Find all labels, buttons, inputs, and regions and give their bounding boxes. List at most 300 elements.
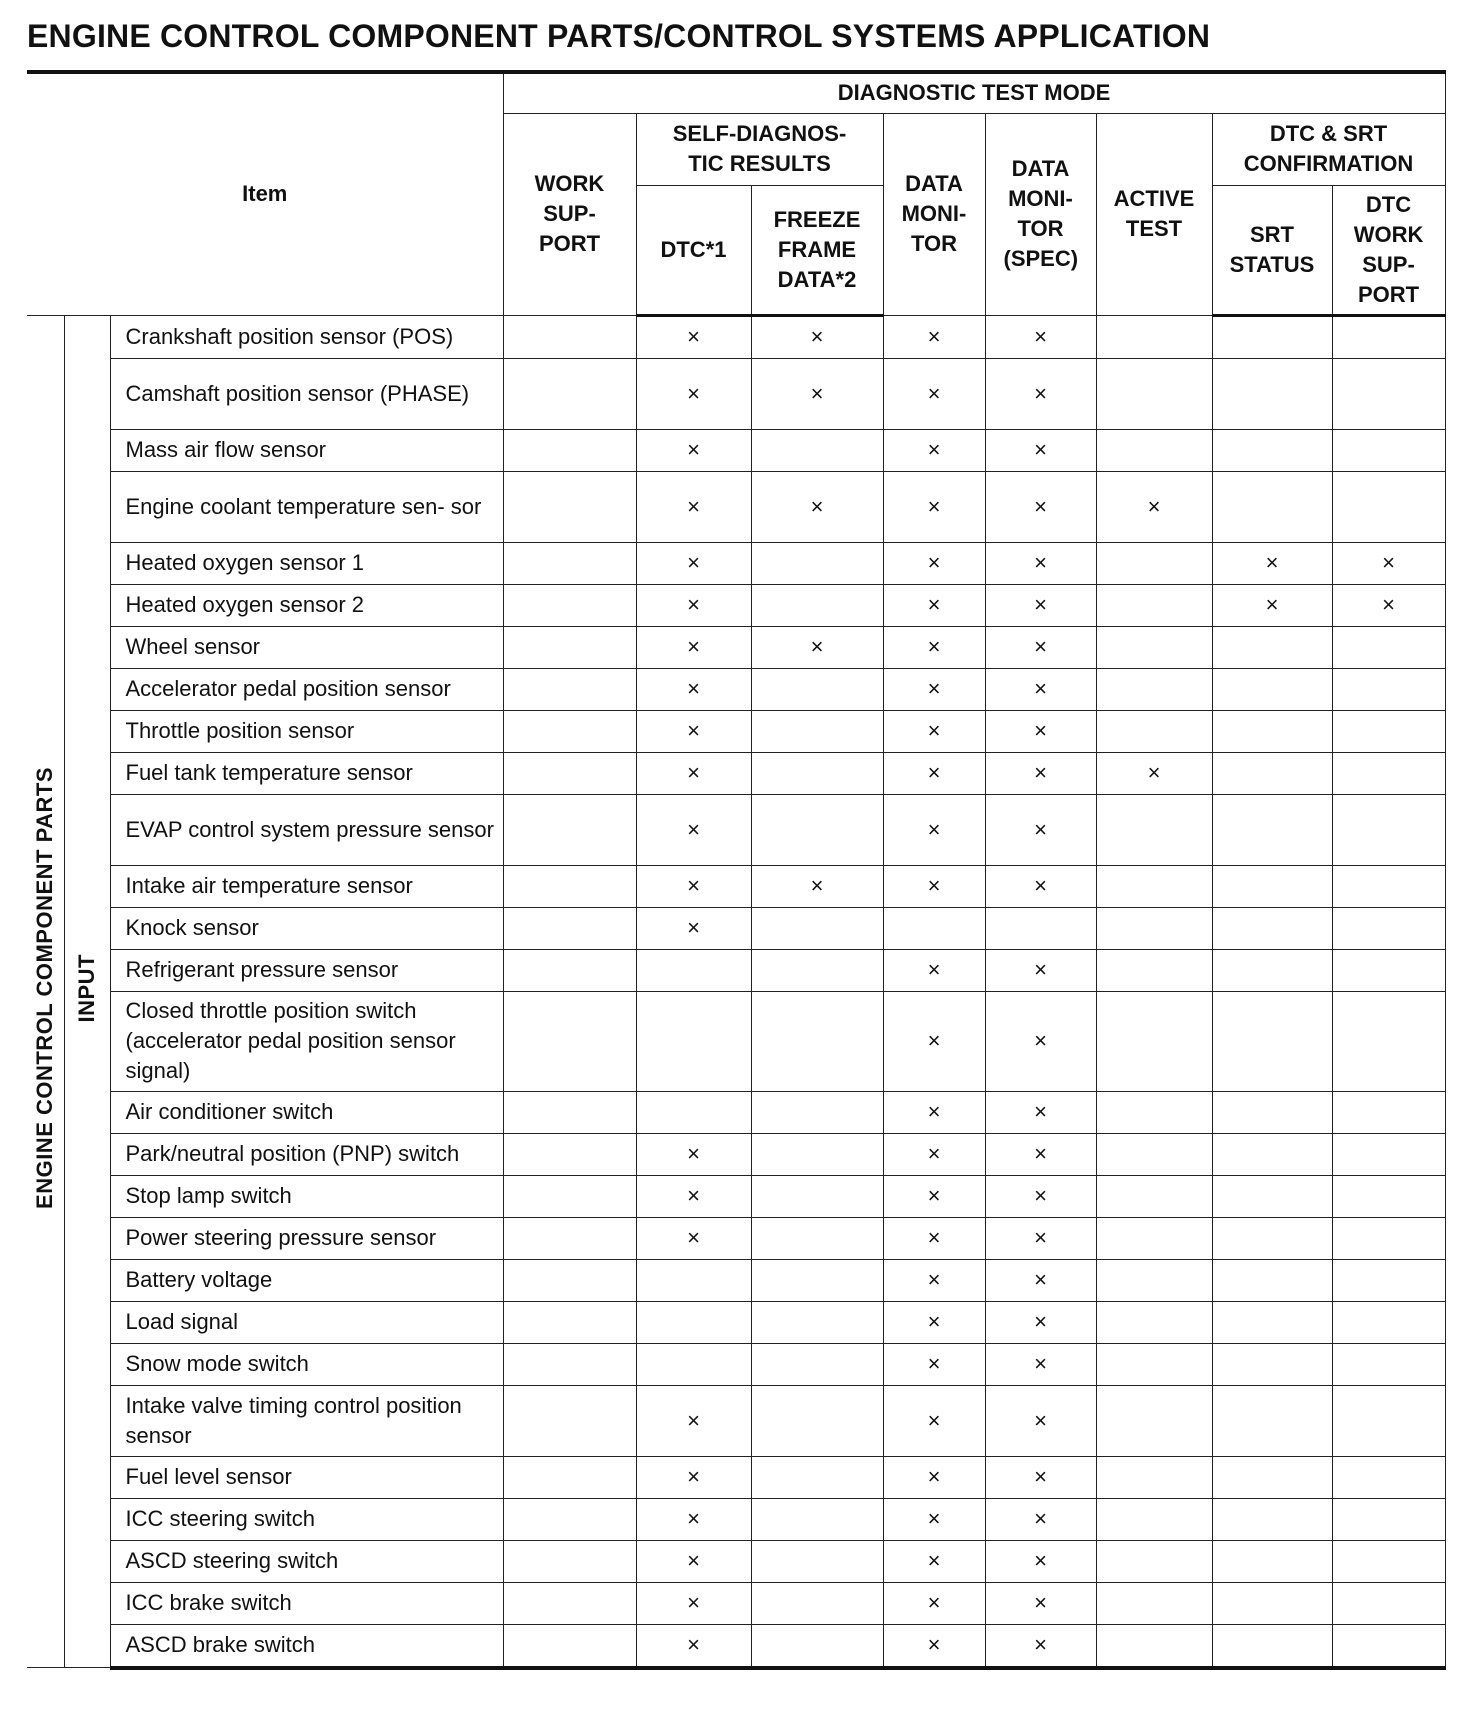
cell-work_support	[503, 1091, 636, 1133]
cell-dtc1	[636, 626, 751, 668]
applicable-mark: ×	[1034, 1506, 1047, 1531]
cell-data_monitor_spec	[985, 1624, 1096, 1668]
cell-data_monitor_spec	[985, 1259, 1096, 1301]
cell-active_test	[1096, 315, 1212, 358]
cell-srt_status	[1212, 949, 1332, 991]
cell-srt_status	[1212, 1385, 1332, 1456]
table-row	[27, 1385, 1445, 1456]
cell-work_support	[503, 1582, 636, 1624]
cell-active_test	[1096, 429, 1212, 471]
applicable-mark: ×	[927, 592, 941, 617]
cell-data_monitor_spec	[985, 315, 1096, 358]
cell-dtc_work_support	[1332, 1582, 1445, 1624]
applicable-mark: ×	[927, 493, 941, 519]
cell-active_test	[1096, 1133, 1212, 1175]
cell-freeze_frame	[751, 1217, 883, 1259]
table-row	[27, 1217, 1445, 1259]
cell-freeze_frame	[751, 358, 883, 429]
item-name: Intake valve timing control position sensor	[110, 1385, 503, 1456]
table-row	[27, 1133, 1445, 1175]
cell-work_support	[503, 358, 636, 429]
item-name: Power steering pressure sensor	[110, 1217, 503, 1259]
cell-freeze_frame	[751, 1498, 883, 1540]
applicable-mark: ×	[1034, 873, 1047, 898]
cell-dtc1	[636, 429, 751, 471]
cell-active_test	[1096, 584, 1212, 626]
cell-srt_status	[1212, 471, 1332, 542]
cell-dtc1	[636, 1540, 751, 1582]
item-name: ICC steering switch	[110, 1498, 503, 1540]
cell-freeze_frame	[751, 710, 883, 752]
cell-freeze_frame	[751, 907, 883, 949]
cell-data_monitor	[883, 626, 985, 668]
applicable-mark: ×	[687, 1632, 700, 1657]
cell-dtc1	[636, 542, 751, 584]
cell-active_test	[1096, 626, 1212, 668]
cell-dtc1	[636, 907, 751, 949]
cell-data_monitor	[883, 315, 985, 358]
applicable-mark: ×	[687, 1183, 700, 1208]
table-row	[27, 752, 1445, 794]
cell-data_monitor	[883, 1091, 985, 1133]
cell-active_test	[1096, 668, 1212, 710]
cell-srt_status	[1212, 1217, 1332, 1259]
item-name: Park/neutral position (PNP) switch	[110, 1133, 503, 1175]
table-row	[27, 949, 1445, 991]
cell-dtc_work_support	[1332, 710, 1445, 752]
applicable-mark: ×	[1034, 1407, 1047, 1433]
applicable-mark: ×	[927, 676, 941, 701]
dtc-srt-confirmation-header: DTC & SRT CONFIRMATION	[1212, 113, 1445, 185]
table-body	[27, 315, 1445, 1668]
cell-work_support	[503, 949, 636, 991]
cell-srt_status	[1212, 1259, 1332, 1301]
cell-active_test	[1096, 471, 1212, 542]
cell-srt_status	[1212, 1133, 1332, 1175]
table-row	[27, 1301, 1445, 1343]
cell-dtc_work_support	[1332, 1456, 1445, 1498]
srt-status-header: SRT STATUS	[1212, 185, 1332, 315]
item-name: Load signal	[110, 1301, 503, 1343]
cell-work_support	[503, 315, 636, 358]
item-name: Crankshaft position sensor (POS)	[110, 315, 503, 358]
cell-dtc_work_support	[1332, 1259, 1445, 1301]
applicable-mark: ×	[1034, 957, 1047, 982]
cell-dtc_work_support	[1332, 1385, 1445, 1456]
cell-freeze_frame	[751, 668, 883, 710]
table-row	[27, 1540, 1445, 1582]
cell-dtc1	[636, 1385, 751, 1456]
cell-work_support	[503, 1498, 636, 1540]
cell-data_monitor_spec	[985, 584, 1096, 626]
subgroup-label: INPUT	[74, 954, 99, 1023]
table-row	[27, 315, 1445, 358]
table-row	[27, 1259, 1445, 1301]
applicable-mark: ×	[927, 957, 941, 982]
cell-data_monitor	[883, 1582, 985, 1624]
applicable-mark: ×	[1034, 550, 1047, 575]
cell-freeze_frame	[751, 626, 883, 668]
cell-dtc_work_support	[1332, 1091, 1445, 1133]
cell-dtc_work_support	[1332, 626, 1445, 668]
cell-work_support	[503, 752, 636, 794]
cell-freeze_frame	[751, 315, 883, 358]
cell-data_monitor_spec	[985, 1385, 1096, 1456]
item-name: ICC brake switch	[110, 1582, 503, 1624]
cell-data_monitor_spec	[985, 1217, 1096, 1259]
applicable-mark: ×	[927, 323, 941, 349]
cell-data_monitor_spec	[985, 907, 1096, 949]
cell-srt_status	[1212, 752, 1332, 794]
cell-dtc_work_support	[1332, 1133, 1445, 1175]
applicable-mark: ×	[1034, 323, 1047, 349]
applicable-mark: ×	[687, 1225, 700, 1250]
item-name: Heated oxygen sensor 2	[110, 584, 503, 626]
cell-srt_status	[1212, 542, 1332, 584]
table-row	[27, 626, 1445, 668]
applicable-mark: ×	[1034, 1309, 1047, 1334]
cell-dtc_work_support	[1332, 752, 1445, 794]
applicable-mark: ×	[927, 1464, 941, 1489]
cell-dtc1	[636, 752, 751, 794]
applicable-mark: ×	[810, 873, 824, 898]
cell-data_monitor_spec	[985, 1091, 1096, 1133]
applicable-mark: ×	[1034, 380, 1047, 406]
cell-active_test	[1096, 1540, 1212, 1582]
cell-srt_status	[1212, 1540, 1332, 1582]
cell-srt_status	[1212, 1091, 1332, 1133]
applicable-mark: ×	[927, 760, 941, 785]
cell-work_support	[503, 429, 636, 471]
applicable-mark: ×	[927, 873, 941, 898]
cell-freeze_frame	[751, 584, 883, 626]
applicable-mark: ×	[927, 1141, 941, 1166]
applicable-mark: ×	[687, 380, 700, 406]
cell-freeze_frame	[751, 1385, 883, 1456]
subgroup-label-cell	[64, 315, 110, 1668]
applicable-mark: ×	[927, 1183, 941, 1208]
cell-srt_status	[1212, 991, 1332, 1091]
dtc-work-support-header: DTC WORK SUP- PORT	[1332, 185, 1445, 315]
cell-data_monitor_spec	[985, 1456, 1096, 1498]
cell-data_monitor_spec	[985, 991, 1096, 1091]
cell-dtc_work_support	[1332, 358, 1445, 429]
cell-dtc_work_support	[1332, 1540, 1445, 1582]
cell-freeze_frame	[751, 471, 883, 542]
applicable-mark: ×	[1382, 550, 1395, 575]
cell-data_monitor_spec	[985, 1301, 1096, 1343]
applicable-mark: ×	[1034, 1351, 1047, 1376]
applicable-mark: ×	[1147, 493, 1161, 519]
applicable-mark: ×	[687, 1590, 700, 1615]
cell-work_support	[503, 794, 636, 865]
cell-freeze_frame	[751, 1175, 883, 1217]
cell-data_monitor	[883, 471, 985, 542]
cell-srt_status	[1212, 358, 1332, 429]
applicable-mark: ×	[927, 437, 941, 462]
applicable-mark: ×	[687, 324, 700, 349]
item-name: Engine coolant temperature sen- sor	[110, 471, 503, 542]
cell-dtc_work_support	[1332, 991, 1445, 1091]
cell-data_monitor	[883, 1301, 985, 1343]
cell-active_test	[1096, 794, 1212, 865]
item-name: Intake air temperature sensor	[110, 865, 503, 907]
cell-data_monitor	[883, 429, 985, 471]
cell-srt_status	[1212, 1343, 1332, 1385]
dtc1-header: DTC*1	[636, 185, 751, 315]
cell-data_monitor	[883, 794, 985, 865]
applicable-mark: ×	[1147, 760, 1161, 785]
cell-freeze_frame	[751, 1343, 883, 1385]
applicable-mark: ×	[687, 1407, 700, 1433]
cell-dtc_work_support	[1332, 1343, 1445, 1385]
cell-dtc_work_support	[1332, 542, 1445, 584]
cell-work_support	[503, 584, 636, 626]
cell-data_monitor	[883, 1175, 985, 1217]
applicable-mark: ×	[687, 592, 700, 617]
cell-data_monitor	[883, 668, 985, 710]
cell-work_support	[503, 626, 636, 668]
item-name: Refrigerant pressure sensor	[110, 949, 503, 991]
applicable-mark: ×	[1034, 1590, 1047, 1615]
applicable-mark: ×	[1265, 592, 1279, 617]
cell-data_monitor	[883, 1456, 985, 1498]
data-monitor-spec-header: DATA MONI- TOR (SPEC)	[985, 113, 1096, 315]
cell-work_support	[503, 1456, 636, 1498]
cell-work_support	[503, 907, 636, 949]
cell-dtc_work_support	[1332, 1217, 1445, 1259]
cell-dtc1	[636, 1624, 751, 1668]
table-row	[27, 991, 1445, 1091]
cell-dtc_work_support	[1332, 668, 1445, 710]
cell-dtc1	[636, 358, 751, 429]
cell-active_test	[1096, 1217, 1212, 1259]
cell-dtc_work_support	[1332, 1624, 1445, 1668]
cell-active_test	[1096, 1301, 1212, 1343]
applicable-mark: ×	[1382, 592, 1395, 617]
cell-srt_status	[1212, 1498, 1332, 1540]
cell-work_support	[503, 710, 636, 752]
item-name: Knock sensor	[110, 907, 503, 949]
applicable-mark: ×	[927, 1028, 941, 1053]
applicable-mark: ×	[927, 1548, 941, 1573]
applicable-mark: ×	[810, 324, 824, 349]
cell-srt_status	[1212, 1582, 1332, 1624]
cell-srt_status	[1212, 1456, 1332, 1498]
cell-srt_status	[1212, 429, 1332, 471]
applicable-mark: ×	[927, 1309, 941, 1334]
cell-work_support	[503, 1301, 636, 1343]
cell-data_monitor	[883, 710, 985, 752]
applicable-mark: ×	[687, 676, 700, 701]
cell-work_support	[503, 1259, 636, 1301]
applicable-mark: ×	[1034, 718, 1047, 743]
cell-active_test	[1096, 1175, 1212, 1217]
cell-data_monitor_spec	[985, 1540, 1096, 1582]
cell-data_monitor	[883, 1343, 985, 1385]
cell-dtc1	[636, 1301, 751, 1343]
cell-freeze_frame	[751, 991, 883, 1091]
item-name: Mass air flow sensor	[110, 429, 503, 471]
cell-dtc1	[636, 471, 751, 542]
applicable-mark: ×	[1034, 676, 1047, 701]
applicable-mark: ×	[927, 1590, 941, 1615]
cell-active_test	[1096, 991, 1212, 1091]
freeze-frame-header: FREEZE FRAME DATA*2	[751, 185, 883, 315]
table-row	[27, 1624, 1445, 1668]
cell-dtc1	[636, 1091, 751, 1133]
applicable-mark: ×	[1034, 1267, 1047, 1292]
cell-srt_status	[1212, 315, 1332, 358]
applicable-mark: ×	[927, 1351, 941, 1376]
table-row	[27, 429, 1445, 471]
cell-data_monitor	[883, 584, 985, 626]
cell-freeze_frame	[751, 1624, 883, 1668]
cell-dtc1	[636, 794, 751, 865]
table-row	[27, 542, 1445, 584]
applicable-mark: ×	[1034, 1548, 1047, 1573]
applicable-mark: ×	[687, 634, 700, 659]
applicable-mark: ×	[1034, 760, 1047, 785]
cell-srt_status	[1212, 584, 1332, 626]
item-name: ASCD steering switch	[110, 1540, 503, 1582]
cell-dtc1	[636, 710, 751, 752]
cell-dtc_work_support	[1332, 949, 1445, 991]
cell-work_support	[503, 1175, 636, 1217]
cell-work_support	[503, 542, 636, 584]
cell-dtc1	[636, 1343, 751, 1385]
table-row	[27, 907, 1445, 949]
item-name: ASCD brake switch	[110, 1624, 503, 1668]
cell-freeze_frame	[751, 429, 883, 471]
cell-srt_status	[1212, 1624, 1332, 1668]
cell-data_monitor_spec	[985, 626, 1096, 668]
cell-work_support	[503, 865, 636, 907]
cell-active_test	[1096, 1456, 1212, 1498]
applicable-mark: ×	[1034, 1464, 1047, 1489]
table-row	[27, 1091, 1445, 1133]
table-row	[27, 358, 1445, 429]
cell-data_monitor_spec	[985, 429, 1096, 471]
cell-work_support	[503, 1540, 636, 1582]
item-name: EVAP control system pressure sensor	[110, 794, 503, 865]
cell-data_monitor	[883, 1217, 985, 1259]
cell-dtc_work_support	[1332, 584, 1445, 626]
cell-data_monitor	[883, 1133, 985, 1175]
applicable-mark: ×	[1034, 1632, 1047, 1657]
page-title: ENGINE CONTROL COMPONENT PARTS/CONTROL SYSTEMS APPLICATION	[27, 18, 1211, 54]
cell-srt_status	[1212, 907, 1332, 949]
applicable-mark: ×	[687, 550, 700, 575]
cell-data_monitor	[883, 752, 985, 794]
table-row	[27, 1456, 1445, 1498]
cell-work_support	[503, 471, 636, 542]
data-monitor-header: DATA MONI- TOR	[883, 113, 985, 315]
cell-srt_status	[1212, 668, 1332, 710]
cell-dtc1	[636, 668, 751, 710]
cell-dtc1	[636, 1217, 751, 1259]
cell-dtc1	[636, 584, 751, 626]
cell-srt_status	[1212, 1175, 1332, 1217]
item-name: Fuel level sensor	[110, 1456, 503, 1498]
applicable-mark: ×	[1034, 816, 1047, 842]
item-name: Air conditioner switch	[110, 1091, 503, 1133]
applicable-mark: ×	[1034, 634, 1047, 659]
cell-dtc_work_support	[1332, 794, 1445, 865]
table-row	[27, 1582, 1445, 1624]
group-label: ENGINE CONTROL COMPONENT PARTS	[32, 767, 58, 1210]
table-row	[27, 865, 1445, 907]
cell-dtc1	[636, 1133, 751, 1175]
table-row	[27, 668, 1445, 710]
cell-dtc1	[636, 949, 751, 991]
cell-active_test	[1096, 865, 1212, 907]
applicable-mark: ×	[810, 380, 824, 406]
cell-data_monitor	[883, 1385, 985, 1456]
cell-active_test	[1096, 1624, 1212, 1668]
cell-active_test	[1096, 1385, 1212, 1456]
applicable-mark: ×	[927, 1099, 941, 1124]
applicable-mark: ×	[687, 493, 700, 519]
cell-srt_status	[1212, 710, 1332, 752]
work-support-header: WORK SUP- PORT	[503, 113, 636, 315]
cell-freeze_frame	[751, 794, 883, 865]
cell-data_monitor_spec	[985, 710, 1096, 752]
cell-active_test	[1096, 907, 1212, 949]
applicable-mark: ×	[1034, 1099, 1047, 1124]
table-row	[27, 710, 1445, 752]
applicable-mark: ×	[687, 1506, 700, 1531]
applicable-mark: ×	[687, 760, 700, 785]
cell-active_test	[1096, 542, 1212, 584]
cell-active_test	[1096, 1091, 1212, 1133]
cell-dtc_work_support	[1332, 1175, 1445, 1217]
applicable-mark: ×	[687, 915, 700, 940]
cell-data_monitor	[883, 907, 985, 949]
applicable-mark: ×	[1034, 1225, 1047, 1250]
applicable-mark: ×	[1034, 1028, 1047, 1053]
applicable-mark: ×	[687, 873, 700, 898]
applicable-mark: ×	[927, 634, 941, 659]
cell-data_monitor	[883, 1498, 985, 1540]
cell-freeze_frame	[751, 1091, 883, 1133]
cell-srt_status	[1212, 626, 1332, 668]
cell-dtc_work_support	[1332, 315, 1445, 358]
applicable-mark: ×	[810, 493, 824, 519]
cell-data_monitor	[883, 949, 985, 991]
cell-dtc_work_support	[1332, 471, 1445, 542]
cell-data_monitor_spec	[985, 949, 1096, 991]
applicable-mark: ×	[1265, 550, 1279, 575]
application-table	[27, 70, 1446, 1670]
applicable-mark: ×	[1034, 437, 1047, 462]
cell-active_test	[1096, 1582, 1212, 1624]
applicable-mark: ×	[927, 380, 941, 406]
applicable-mark: ×	[810, 634, 824, 659]
cell-srt_status	[1212, 865, 1332, 907]
applicable-mark: ×	[687, 718, 700, 743]
cell-freeze_frame	[751, 1133, 883, 1175]
cell-data_monitor_spec	[985, 668, 1096, 710]
item-name: Throttle position sensor	[110, 710, 503, 752]
item-name: Fuel tank temperature sensor	[110, 752, 503, 794]
cell-dtc1	[636, 1582, 751, 1624]
cell-work_support	[503, 1133, 636, 1175]
cell-freeze_frame	[751, 1540, 883, 1582]
cell-freeze_frame	[751, 1582, 883, 1624]
cell-data_monitor_spec	[985, 542, 1096, 584]
cell-work_support	[503, 1624, 636, 1668]
